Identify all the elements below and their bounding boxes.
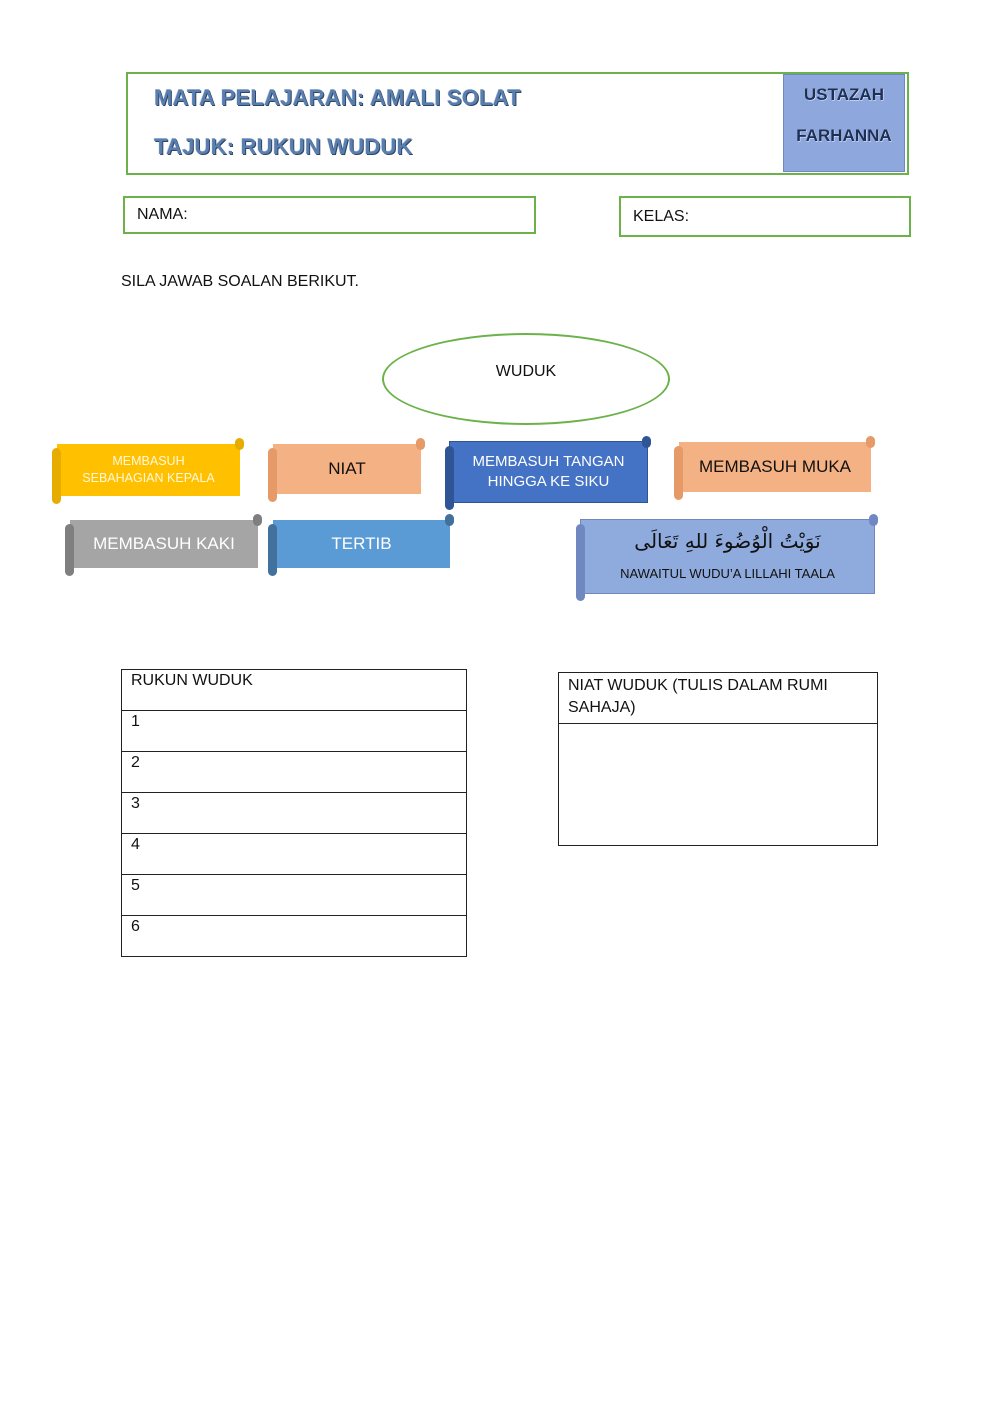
table-header-cell: NIAT WUDUK (TULIS DALAM RUMI SAHAJA) xyxy=(559,673,878,724)
scroll-curl xyxy=(576,524,585,601)
banner-niat-wuduk[interactable] xyxy=(580,519,875,594)
name-label: NAMA: xyxy=(137,206,188,223)
scroll-curl xyxy=(869,514,878,526)
table-cell[interactable]: 1 xyxy=(122,711,467,752)
rukun-wuduk-table xyxy=(121,669,467,957)
topic-title: TAJUK: RUKUN WUDUK xyxy=(154,134,413,159)
table-cell[interactable]: 5 xyxy=(122,875,467,916)
scroll-curl xyxy=(52,448,61,504)
banner-label: MEMBASUH MUKA xyxy=(698,456,852,476)
class-label: KELAS: xyxy=(633,207,690,225)
scroll-curl xyxy=(268,448,277,502)
scroll-curl xyxy=(674,446,683,500)
table-row[interactable] xyxy=(122,916,467,957)
answer-cell[interactable] xyxy=(559,724,878,846)
table-header-row xyxy=(122,670,467,711)
name-field[interactable] xyxy=(123,196,536,234)
instruction-text: SILA JAWAB SOALAN BERIKUT. xyxy=(121,273,359,290)
table-row[interactable] xyxy=(122,793,467,834)
table-row[interactable] xyxy=(122,875,467,916)
scroll-curl xyxy=(235,438,244,450)
banner-niat[interactable] xyxy=(273,444,421,494)
scroll-curl xyxy=(642,436,651,448)
banner-label: MEMBASUH KAKI xyxy=(93,533,235,553)
scroll-curl xyxy=(866,436,875,448)
table-row[interactable] xyxy=(122,834,467,875)
table-row[interactable] xyxy=(122,711,467,752)
scroll-curl xyxy=(65,524,74,576)
table-row[interactable] xyxy=(122,752,467,793)
header-box xyxy=(126,72,909,175)
subject-title: MATA PELAJARAN: AMALI SOLAT xyxy=(154,85,521,110)
table-cell[interactable]: 6 xyxy=(122,916,467,957)
arabic-niat-text: نَوَيْتُ الْوُضُوءَ للهِ تَعَالَى xyxy=(634,529,821,553)
banner-membasuh-kepala[interactable] xyxy=(57,444,240,496)
scroll-curl xyxy=(253,514,262,526)
class-field[interactable] xyxy=(619,196,911,237)
banner-label: MEMBASUH TANGAN HINGGA KE SIKU xyxy=(472,452,625,490)
table-cell[interactable]: 4 xyxy=(122,834,467,875)
banner-membasuh-kaki[interactable] xyxy=(70,520,258,568)
rumi-niat-text: NAWAITUL WUDU’A LILLAHI TAALA xyxy=(620,566,835,581)
scroll-curl xyxy=(445,446,454,510)
table-header-cell: RUKUN WUDUK xyxy=(122,670,467,711)
banner-membasuh-muka[interactable] xyxy=(679,442,871,492)
teacher-name: FARHANNA xyxy=(796,126,892,145)
teacher-badge xyxy=(783,74,905,172)
table-cell[interactable]: 3 xyxy=(122,793,467,834)
scroll-curl xyxy=(268,524,277,576)
banner-membasuh-tangan[interactable] xyxy=(449,441,648,503)
niat-wuduk-table xyxy=(558,672,878,846)
banner-label: MEMBASUH SEBAHAGIAN KEPALA xyxy=(82,454,215,485)
answer-row[interactable] xyxy=(559,724,878,846)
scroll-curl xyxy=(416,438,425,450)
ellipse-label: WUDUK xyxy=(495,363,557,380)
banner-tertib[interactable] xyxy=(273,520,450,568)
banner-label: NIAT xyxy=(328,458,366,478)
table-header-row xyxy=(559,673,878,724)
wuduk-ellipse xyxy=(382,333,670,425)
scroll-curl xyxy=(445,514,454,526)
banner-label: TERTIB xyxy=(331,533,392,553)
table-cell[interactable]: 2 xyxy=(122,752,467,793)
teacher-title: USTAZAH xyxy=(804,85,884,104)
